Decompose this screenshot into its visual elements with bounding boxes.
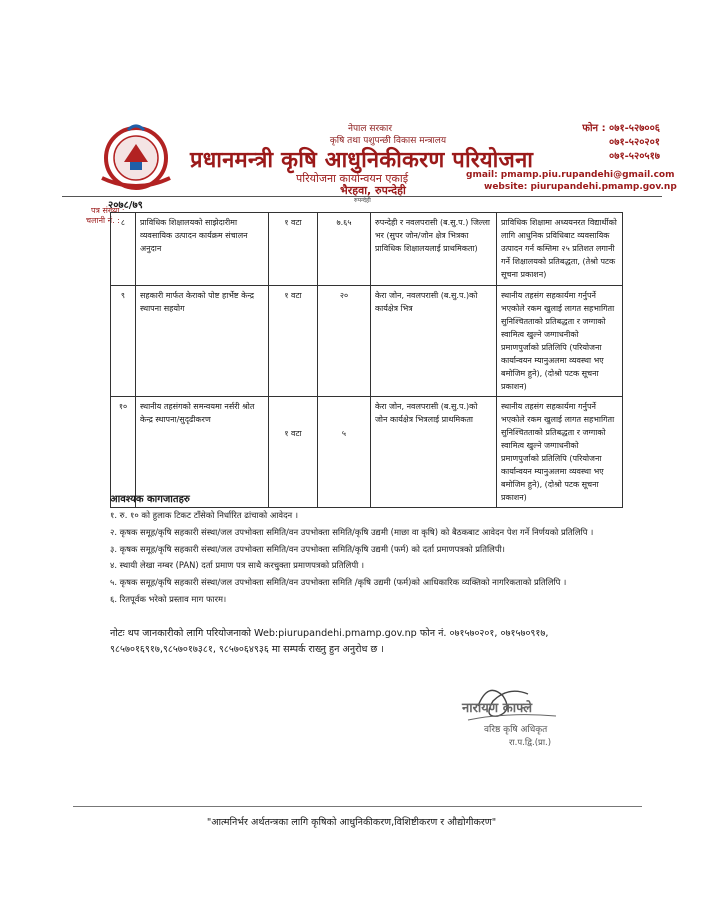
- remarks: प्राविधिक शिक्षामा अध्ययनरत विद्यार्थीको लागि आधुनिक प्रविधिबाट व्यवसायिक उत्पादन गर्न कम्तिमा २५ प्रतिशत लगानी गर्ने शिक्षालयको प्रतिबद्धता, (तेश्रो पटक सूचना प्रकाशन): [497, 213, 623, 286]
- amount: ५: [318, 397, 371, 508]
- reference-number-label: पत्र संख्या :: [91, 206, 125, 215]
- list-item: ६. रितपूर्वक भरेको प्रस्ताव माग फारम।: [110, 593, 227, 604]
- list-item: २. कृषक समूह/कृषि सहकारी संस्था/जल उपभोक्ता समिति/वन उपभोक्ता समिति/कृषि उद्यमी (माछा वा कृषि) को बैठकबाट आवेदन पेश गर्ने निर्णयको प्रतिलिपि ।: [110, 526, 594, 537]
- program-name: सहकारी मार्फत केराको पोष्ट हार्भेष्ट केन्द्र स्थापना सहयोग: [136, 286, 269, 397]
- serial-number: ८: [111, 213, 136, 286]
- quantity: १ वटा: [269, 397, 318, 508]
- footer-divider: [73, 806, 642, 807]
- header-divider: [62, 196, 662, 197]
- remarks: स्थानीय तहसंग सहकार्यमा गर्नुपर्ने भएकोले रकम खुलाई लागत सहभागिता सुनिश्चितताको प्रतिबद्धता र जग्गाको स्वामित्व खुल्ने जग्गाधनीको प्रमाणपुर्जाको प्रतिलिपि (परियोजना कार्यान्वयन म्यानुअलमा व्यवस्था भए बमोजिम हुने), (दोश्रो पटक सूचना प्रकाशन): [497, 397, 623, 508]
- program-area: रुपन्देही र नवलपरासी (ब.सु.प.) जिल्ला भर (सुपर जोन/जोन क्षेत्र भित्रका प्राविधिक शिक्षालयलाई प्राथमिकता): [371, 213, 497, 286]
- signatory-name: नारायण काफ्ले: [462, 701, 533, 716]
- email-address[interactable]: gmail: pmamp.piu.rupandehi@gmail.com: [466, 170, 675, 180]
- amount: २०: [318, 286, 371, 397]
- amount: ७.६५: [318, 213, 371, 286]
- unit-name: परियोजना कार्यान्वयन एकाई: [296, 172, 409, 185]
- phone-number: ०७१-५२०५१७: [609, 151, 660, 162]
- table-row: [111, 213, 623, 286]
- project-title: प्रधानमन्त्री कृषि आधुनिकीकरण परियोजना: [190, 148, 534, 173]
- phone-block: [556, 122, 660, 164]
- program-area: केरा जोन, नवलपरासी (ब.सु.प.)को कार्यक्षेत्र भित्र: [371, 286, 497, 397]
- quantity: १ वटा: [269, 213, 318, 286]
- website-address[interactable]: website: piurupandehi.pmamp.gov.np: [484, 182, 677, 192]
- phone-number: ०७१-५२०२०१: [609, 137, 660, 148]
- list-item: ३. कृषक समूह/कृषि सहकारी संस्था/जल उपभोक्ता समिति/वन उपभोक्ता समिति/कृषि उद्यमी (फर्म) को दर्ता प्रमाणपत्रको प्रतिलिपी।: [110, 543, 505, 554]
- nepal-emblem-icon: [92, 122, 180, 192]
- remarks: स्थानीय तहसंग सहकार्यमा गर्नुपर्ने भएकोले रकम खुलाई लागत सहभागिता सुनिश्चितताको प्रतिबद्धता र जग्गाको स्वामित्व खुल्ने जग्गाधनीको प्रमाणपुर्जाको प्रतिलिपि (परियोजना कार्यान्वयन म्यानुअलमा व्यवस्था भए बमोजिम हुने), (दोश्रो पटक सूचना प्रकाशन): [497, 286, 623, 397]
- signatory-rank: रा.प.द्वि.(प्रा.): [509, 738, 552, 748]
- program-area: केरा जोन, नवलपरासी (ब.सु.प.)को जोन कार्यक्षेत्र भित्रलाई प्राथमिकता: [371, 397, 497, 508]
- phone-label: फोन :: [582, 123, 610, 134]
- program-table: [110, 212, 623, 508]
- program-name: प्राविधिक शिक्षालयको साझेदारीमा व्यवसायिक उत्पादन कार्यक्रम संचालन अनुदान: [136, 213, 269, 286]
- documents-heading: आवश्यक कागजातहरु: [110, 494, 190, 505]
- footer-slogan: "आत्मनिर्भर अर्थतन्त्रका लागि कृषिको आधुनिकीकरण,विशिष्टीकरण र औद्योगीकरण": [206, 817, 497, 828]
- dispatch-number-label: चलानी नं. :: [86, 216, 120, 225]
- contact-note: नोटः थप जानकारीको लागि परियोजनाको Web:piurupandehi.pmamp.gov.np फोन नं. ०७१५७०२०१, ०७१५७०९१७, ९८५७०१६९१७,९८५७०१७३८१, ९८५७०६४९३६ मा सम्पर्क राख्नु हुन अनुरोध छ ।: [110, 628, 549, 655]
- government-label: नेपाल सरकार: [347, 124, 393, 134]
- table-row: [111, 286, 623, 397]
- list-item: ४. स्थायी लेखा नम्बर (PAN) दर्ता प्रमाण पत्र साथै करचुक्ता प्रमाणपत्रको प्रतिलिपी ।: [110, 560, 365, 571]
- signatory-title: वरिष्ठ कृषि अधिकृत: [484, 725, 548, 735]
- fiscal-year: २०७८/७९: [108, 200, 143, 211]
- program-name: स्थानीय तहसंगको समन्वयमा नर्सरी श्रोत केन्द्र स्थापना/सुदृढीकरण: [136, 397, 269, 508]
- ministry-name: कृषि तथा पशुपन्छी विकास मन्त्रालय: [329, 136, 447, 146]
- serial-number: ९: [111, 286, 136, 397]
- serial-number: १०: [111, 397, 136, 508]
- office-location-small: रुपन्देही: [354, 197, 371, 204]
- office-location: भैरहवा, रुपन्देही: [340, 184, 406, 197]
- documents-list: [110, 508, 610, 609]
- quantity: १ वटा: [269, 286, 318, 397]
- list-item: १. रु. १० को हुलाक टिकट टाँसेको निर्धारित ढांचाको आवेदन ।: [110, 510, 299, 520]
- list-item: ५. कृषक समूह/कृषि सहकारी संस्था/जल उपभोक्ता समिति/वन उपभोक्ता समिति /कृषि उद्यमी (फर्म)को आधिकारिक व्यक्तिको नागरिकताको प्रतिलिपि ।: [110, 577, 567, 588]
- phone-number: ०७१-५२७००६: [609, 123, 660, 134]
